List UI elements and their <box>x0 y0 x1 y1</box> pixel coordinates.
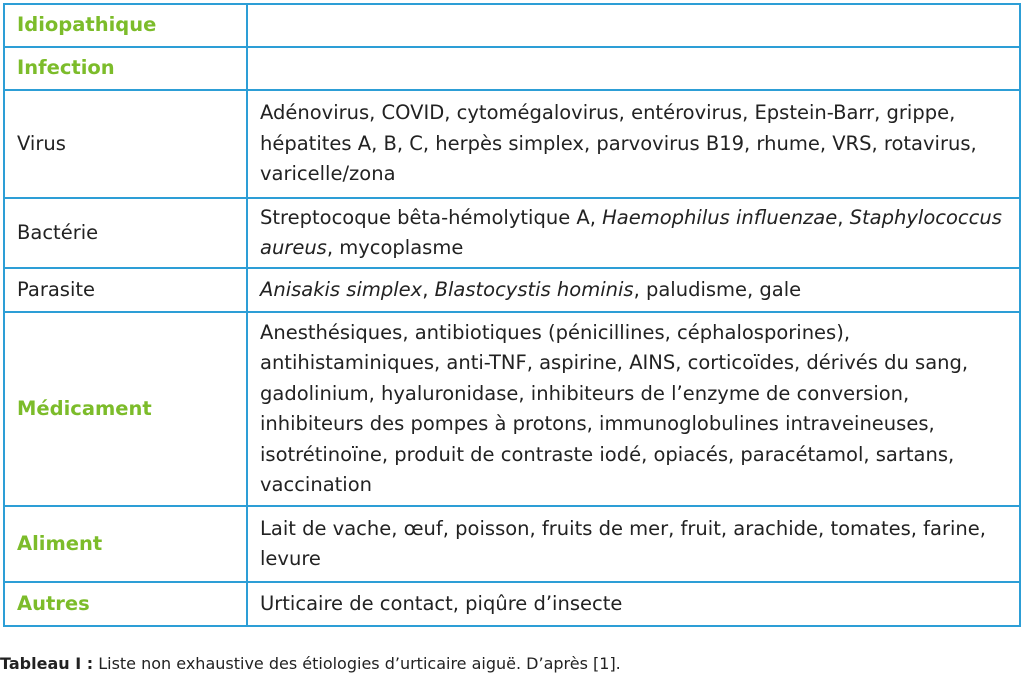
italic-species-name: Anisakis simplex <box>260 277 423 301</box>
etiology-text: , mycoplasme <box>326 236 464 259</box>
category-label: Aliment <box>4 506 247 582</box>
table-row <box>4 506 1020 582</box>
category-label: Infection <box>4 47 247 90</box>
caption-text: Liste non exhaustive des étiologies d’urticaire aiguë. D’après [1]. <box>93 654 621 673</box>
etiology-list <box>247 198 1020 268</box>
table-row <box>4 4 1020 47</box>
italic-species-name: Staphylococcus aureus <box>260 205 1002 259</box>
etiology-text: , <box>422 277 435 301</box>
etiology-text: Lait de vache, œuf, poisson, fruits de mer, fruit, arachide, tomates, farine, levure <box>260 516 986 570</box>
etiology-text: Urticaire de contact, piqûre d’insecte <box>260 591 623 615</box>
etiology-list <box>247 268 1020 312</box>
etiology-list <box>247 312 1020 506</box>
etiology-list <box>247 4 1020 47</box>
category-label: Autres <box>4 582 247 626</box>
caption-label: Tableau I : <box>0 654 94 673</box>
category-label: Médicament <box>4 312 247 506</box>
etiology-text: Adénovirus, COVID, cytomégalovirus, entérovirus, Epstein-Barr, grippe, hépatites A, B, C, herpès simplex, parvovirus B19, rhume, VRS, rotavirus, varicelle/zona <box>260 101 977 186</box>
etiology-list <box>247 47 1020 90</box>
table-row <box>4 312 1020 506</box>
etiology-text: , paludisme, gale <box>633 277 802 301</box>
table-row <box>4 582 1020 626</box>
subcategory-label: Parasite <box>4 268 247 312</box>
etiologies-table <box>3 3 1021 627</box>
table-row <box>4 90 1020 198</box>
table-row <box>4 47 1020 90</box>
italic-species-name: Blastocystis hominis <box>434 277 634 301</box>
etiology-list <box>247 90 1020 198</box>
etiology-text: , <box>837 205 850 229</box>
table-caption <box>0 654 621 673</box>
etiology-list <box>247 582 1020 626</box>
italic-species-name: Haemophilus influenzae <box>602 205 838 229</box>
category-label: Idiopathique <box>4 4 247 47</box>
subcategory-label: Bactérie <box>4 198 247 268</box>
subcategory-label: Virus <box>4 90 247 198</box>
table-row <box>4 268 1020 312</box>
etiology-text: Streptocoque bêta-hémolytique A, <box>260 205 603 229</box>
table-row <box>4 198 1020 268</box>
etiology-list <box>247 506 1020 582</box>
etiology-text: Anesthésiques, antibiotiques (pénicillines, céphalosporines), antihistaminiques, anti-TNF, aspirine, AINS, corticoïdes, dérivés du sang, gadolinium, hyaluronidase, inhibiteurs de l’enzyme de conversion, inhibiteurs des pompes à protons, immunoglobulines intraveineuses, isotrétinoïne, produit de contraste iodé, opiacés, paracétamol, sartans, vaccination <box>260 320 969 496</box>
